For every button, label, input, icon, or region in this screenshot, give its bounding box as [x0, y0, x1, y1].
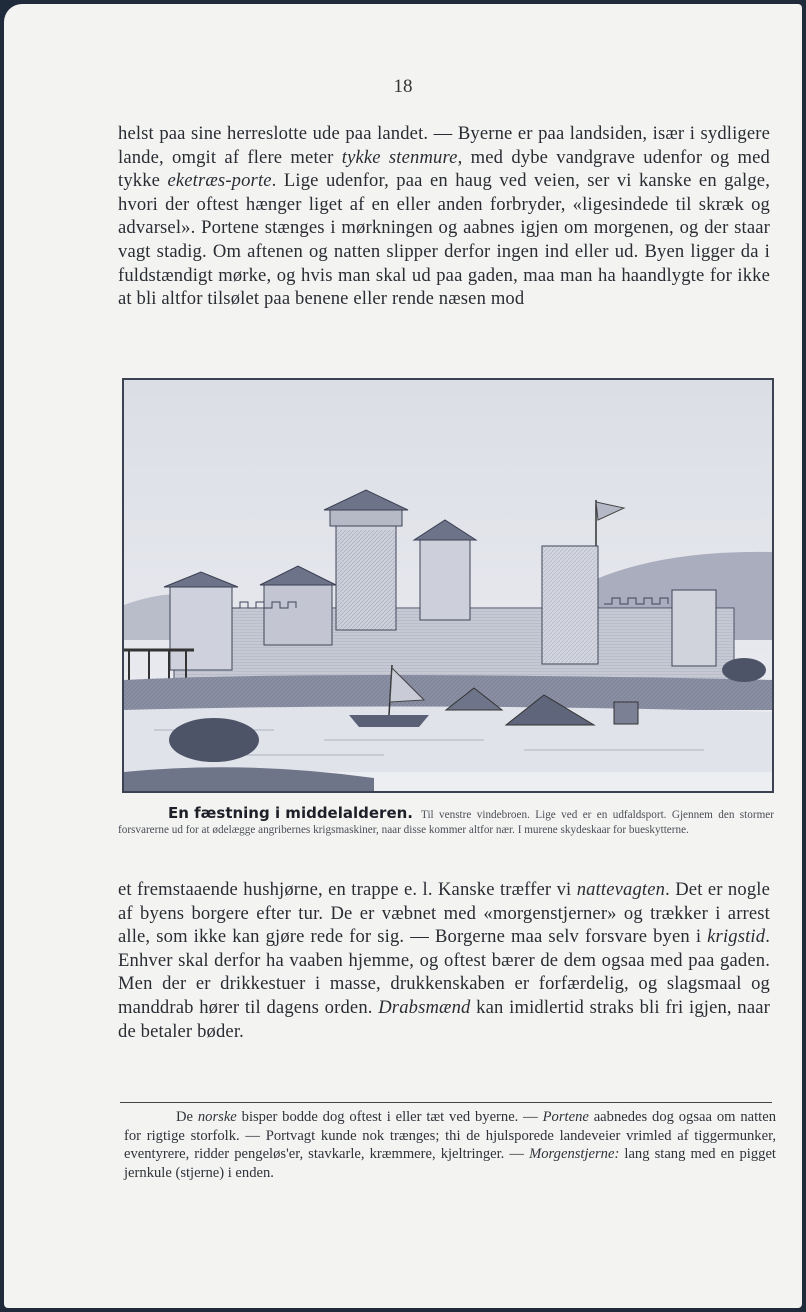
text-run: helst paa sine herreslotte ude paa landet. — Byerne er paa landsiden, især i sydligere lande, omgit af flere meter — [118, 123, 770, 168]
text-run: et fremstaaende hushjørne, en trappe e. l. Kanske træffer vi — [118, 879, 577, 900]
page-number: 18 — [393, 76, 413, 97]
italic-term: nattevagten — [576, 879, 666, 900]
italic-term: krigstid — [707, 926, 766, 948]
text-run: kan imidlertid straks bli fri igjen, naar de betaler bøder. — [118, 996, 770, 1042]
text-run: . Det er nogle af byens borgere efter tur. De er væbnet med «morgenstjerner» og trækker i arrest alle, som ikke kan gjøre rede for sig. — Borgerne maa selv forsvare byen i — [118, 879, 770, 948]
body-paragraph-2 — [118, 878, 770, 1043]
text-run: aabnedes dog ogsaa om natten for rigtige storfolk. — Portvagt kunde nok trænges; thi de hjulsporede landeveier vrimled af tiggermunker, eventyrere, ridder pengeløs'er, stavkarle, kræmmere, kjeltringer. — — [124, 1109, 776, 1163]
italic-term: Drabsmænd — [378, 996, 471, 1018]
text-run: bisper bodde dog oftest i eller tæt ved byerne. — — [236, 1109, 543, 1125]
body-paragraph-1 — [118, 122, 770, 311]
text-run: De — [176, 1109, 198, 1125]
italic-term: Morgenstjerne: — [529, 1146, 620, 1163]
italic-term: norske — [197, 1109, 237, 1125]
text-run: . Enhver skal derfor ha vaaben hjemme, og oftest bærer de dem ogsaa med paa gaden. Men der er drikkestuer i masse, drukkenskaben er forfærdelig, og slagsmaal og manddrab hører til dagens orden. — [118, 926, 770, 1018]
italic-term: eketræs-porte — [167, 170, 272, 192]
footnote — [124, 1108, 776, 1182]
text-run: lang stang med en pigget jernkule (stjerne) i enden. — [124, 1146, 776, 1181]
text-run: , med dybe vandgrave udenfor og med tykke — [118, 146, 771, 192]
book-page — [4, 4, 802, 1308]
figure-caption — [118, 806, 774, 838]
fortress-illustration — [122, 378, 774, 793]
italic-term: Portene — [542, 1109, 589, 1125]
text-run: . Lige udenfor, paa en haug ved veien, ser vi kanske en galge, hvori der oftest hænger liget af en eller anden forbryder, «ligesindede til skræk og advarsel». Portene stænges i mørkningen og aabnes igjen om morgenen, og der staar vagt stadig. Om aftenen og natten slipper derfor ingen ind eller ud. Byen ligger da i fuldstændigt mørke, og hvis man skal ud paa gaden, maa man ha haandlygte for ikke at bli altfor tilsølet paa benene eller rende næsen mod — [118, 170, 770, 310]
figure-caption-text: Til venstre vindebroen. Lige ved er en udfaldsport. Gjennem den stormer forsvarerne ud for at ødelægge angribernes krigsmaskiner, naar disse kommer altfor nær. I murene skydeskaar for bueskytterne. — [118, 809, 774, 836]
fortress-engraving — [124, 380, 772, 791]
italic-term: tykke stenmure — [341, 146, 458, 168]
footnote-rule — [120, 1102, 772, 1103]
figure-caption-title: En fæstning i middelalderen. — [168, 804, 413, 822]
